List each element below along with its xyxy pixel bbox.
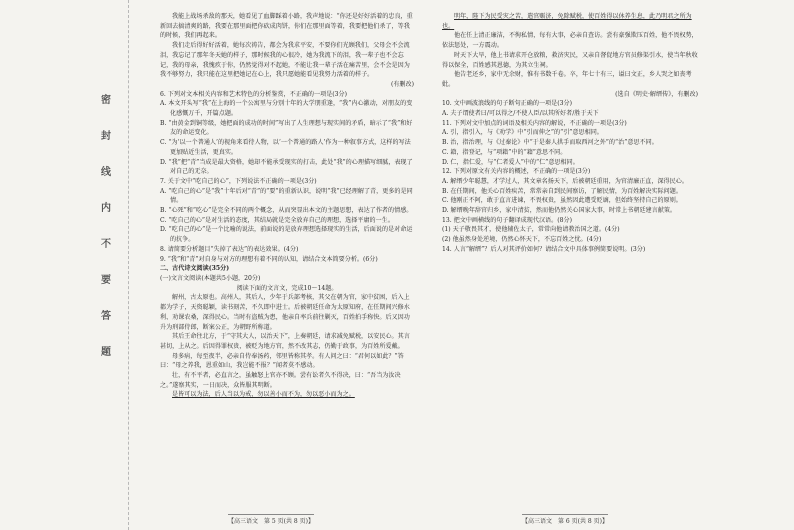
question-13-1: (1) 天子敬畏其才，使他辅佐太子，常常向他请教治国之道。(4分) (442, 226, 620, 234)
classical-passage: 他告老还乡，家中无余财，惟有书数千卷。卒，年七十有三，谥曰文正，乡人哭之如丧考妣。 (442, 71, 692, 88)
source-note: (有删改) (390, 80, 414, 88)
binding-char: 内 (101, 203, 111, 214)
question-13: 13. 把文中画横线的句子翻译成现代汉语。(8分) (442, 216, 572, 224)
binding-char: 题 (101, 347, 111, 358)
option-7c: C. “吃自己的心”是对生活的态度，其结局就是完全放弃自己的理想，选择平庸的一生。 (160, 216, 394, 224)
story-paragraph: 我们走后得好好活着，她每次祷告，都会为我求平安，不要你们光顾我们，父母会不会流泪，我忘记了那年冬天她的样子，那时候我的心很冷，她为我流下的泪，我一辈子也不会忘记，我的母亲，我愧疚于你，仍然觉得对不起她，不能让我一辈子活在痛苦里，会不会是因为我不够努力，我只能在这里把她记在心上，我只愿她能看见我努力活着的样子。 (160, 42, 410, 79)
page-footer-left: 【高三语文 第 5 页(共 8 页)】 (228, 514, 314, 525)
option-6b: B. “由黄金到铜等级，她把面的成功的时间”写出了人生理想与现实间的矛盾，暗示了“我”和好友的命运变化。 (160, 119, 413, 137)
binding-char: 封 (101, 131, 111, 142)
option-11d: D. 仁，指仁爱，与“仁者爱人”中的“仁”意思相同。 (442, 158, 579, 166)
option-7d: D. “吃自己的心”是一个比喻的说法，前面说的是放弃理想选择现实的生活，后面说的是对命运的抗争。 (160, 226, 413, 244)
binding-char: 不 (101, 239, 111, 250)
binding-char: 要 (101, 275, 111, 286)
right-page (442, 12, 698, 255)
option-6d: D. “我”把“青”当成是最大资格，她却不能承受现实的打击，此处“我”的心理描写细腻，表现了对自己的无奈。 (160, 158, 413, 176)
page-footer-right: 【高三语文 第 6 页(共 8 页)】 (522, 514, 608, 525)
option-12c: C. 他刚正不阿，敢于直言进谏，不畏权贵，虽然因此遭受贬谪，但始终坚持自己的原则。 (442, 197, 682, 205)
classical-passage-underlined (160, 390, 414, 400)
option-11c: C. 籍，指登记，与“项籍”中的“籍”意思不同。 (442, 148, 567, 156)
source-note: (选自《明史·解缙传》，有删改) (615, 90, 698, 98)
question-10: 10. 文中画波浪线的句子断句正确的一项是(3分) (442, 100, 572, 108)
option-11b: B. 治，指治理，与《过秦论》中“于是秦人拱手而取西河之外”的“治”意思不同。 (442, 139, 658, 147)
question-7: 7. 关于文中“吃自己的心”，下列说法不正确的一项是(3分) (160, 177, 317, 185)
option-12b: B. 在任期间，他关心百姓疾苦，常常亲自到民间察访，了解民情，为百姓解决实际问题。 (442, 187, 682, 195)
question-12: 12. 下列对原文有关内容的概述，不正确的一项是(3分) (442, 168, 591, 176)
question-6: 6. 下列对文本相关内容和艺术特色的分析鉴赏，不正确的一项是(3分) (160, 90, 348, 98)
story-paragraph: 我能上战场杀敌的那天，她看见了血脚踩着小路，我声地说：“你还是好好活着的忠良，重新回去搞清爽的路，我要在那里面把你砍成肉饼，你们在那里面等着，我要把他们杀了，等我的时候，我们再起来。 (160, 13, 413, 40)
question-11: 11. 下列对文中加点的词语及相关内容的解说，不正确的一项是(3分) (442, 119, 627, 127)
wavy-sentence: 明年，陛下为民受灾之苦，遣官赈济，免除赋税，使百姓得以休养生息，此乃明君之所为也。 (442, 13, 692, 30)
question-14: 14. 人言“解缙”？后人对其评价如何？请结合文中具体事例简要说明。(3分) (442, 245, 646, 253)
question-9: 9. “我”和“青”对自身与对方的理想有着不同的认知，请结合文本简要分析。(6分) (160, 255, 378, 263)
classical-passage: 母多病，每至夜半，必亲自侍奉汤药，邻里皆称其孝。有人问之曰：“君何以如此？”答曰：“母之养我，恩重如山，我岂能不报？”闻者莫不感动。 (160, 352, 404, 370)
classical-passage: 壮，有不平者，必直言之，虽触怒上官亦不顾。尝有讼者久不得决，曰：“吾当为汝决之。”遂察其实，一日而决，众皆服其明断。 (160, 372, 401, 389)
option-11a: A. 引，指引入，与《劝学》中“引而伸之”的“引”意思相同。 (442, 129, 603, 137)
section-heading: 二、古代诗文阅读(35分) (160, 265, 230, 273)
classical-passage: 时天下大旱，他上书请求开仓放粮，救济灾民，又亲自督促地方官员修渠引水，使当年秋收得以保全，百姓感其恩德，为其立生祠。 (442, 51, 698, 69)
classical-passage: 解州，古太原也。高州人，其后人，少年于兵部考核，其父在朝为官，家中贫困，后入上都为学子，天资聪颖，读书刻苦，不久即中进士。后被朝廷任命为太原知府，在任期间兴修水利、劝课农桑，深得民心。当时有盗贼为患，他亲自率兵前往剿灭，百姓拍手称快。后又因功升为刑部侍郎，断案公正，为朝野所称道。 (160, 294, 410, 331)
question-8: 8. 请简要分析题目“失掉了表达”的表达效果。(4分) (160, 245, 299, 253)
binding-char: 密 (101, 95, 111, 106)
classical-passage (442, 12, 698, 31)
option-10a: A. 夫子谓使者曰/可以得之/不使人臣/以其所好者/胜于天下 (442, 110, 599, 118)
subsection-heading: (一)文言文阅读(本题共5小题，20分) (160, 274, 261, 282)
underlined-sentence: 是皆可以为法，后人当以为戒，勿以善小而不为，勿以恶小而为之。 (172, 391, 355, 399)
left-page (160, 12, 414, 400)
reading-intro: 阅读下面的文言文，完成10～14题。 (236, 284, 338, 292)
option-6a: A. 本文开头写“我”在上海的一个公寓里与分别十年的大学朋重逢，“我”内心激动，对朋友的变化感慨万千，开篇点题。 (160, 100, 413, 118)
option-12d: D. 解缙晚年辞官归乡，家中清贫，然而他仍然关心国家大事，时常上书朝廷建言献策。 (442, 207, 677, 215)
option-7a: A. “吃自己的心”是“我”十年后对“青”的“要”的重新认识，说明“我”已经理解了青，更多的是同情。 (160, 187, 413, 205)
option-6c: C. “为‘以一个普通人’的视角来看待人物，以‘一个普通的路人’作为一种叙事方式，这样的写法更加贴近生活，更真实。 (160, 139, 411, 156)
question-13-2: (2) 他虽然身处逆境，仍然心怀天下，不忘百姓之忧。(4分) (442, 236, 602, 244)
classical-passage: 他在任上清正廉洁，不徇私情，每有大事，必亲自查访。尝有豪强欺压百姓，他不畏权势，依法惩处，一方震动。 (442, 32, 698, 50)
binding-char: 答 (101, 311, 111, 322)
option-12a: A. 解缙少年聪慧，才学过人，其文章名扬天下，后被朝廷重用，为官清廉正直，深得民心。 (442, 177, 688, 185)
option-7b: B. “心死”和“吃心”是完全不同的两个概念，从而突显出本文的主题思想，表达了作者的情感。 (160, 207, 413, 215)
binding-char: 线 (101, 167, 111, 178)
classical-passage: 其后王命往北方，于“守其大人，以治天下”，上奏朝廷，请求减免赋税，以安民心。其言甚切，上从之。后因得罪权贵，被贬为地方官，然不改其志，仍勤于政事，为百姓所爱戴。 (160, 333, 410, 350)
binding-label (99, 95, 113, 359)
